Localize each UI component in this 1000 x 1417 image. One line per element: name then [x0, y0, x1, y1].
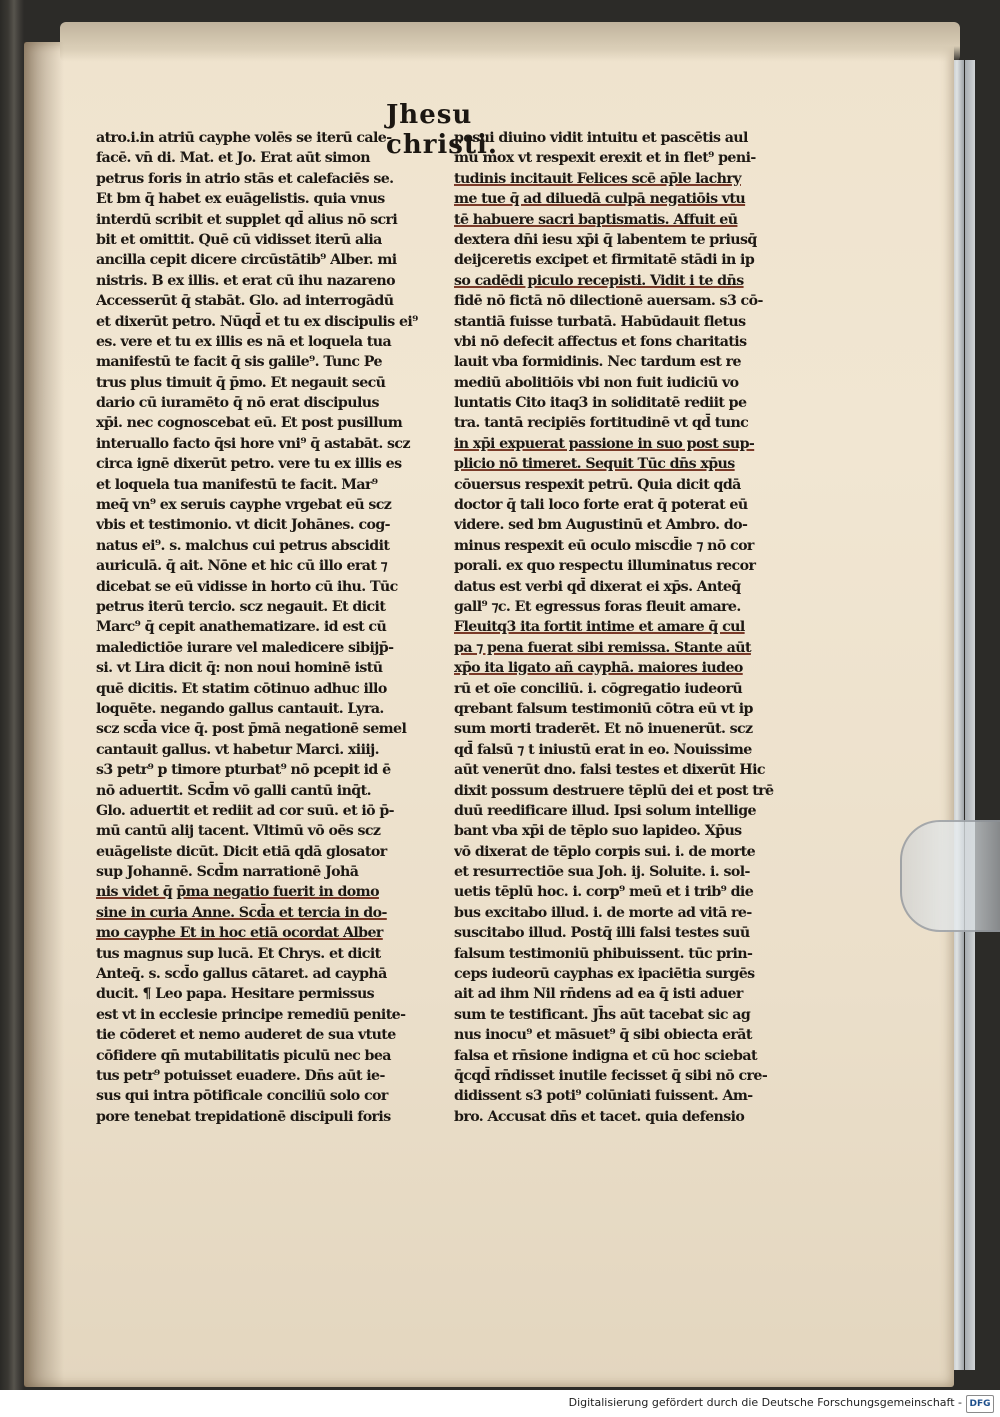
text-line: petrus foris in atrio stās et calefaciēs se. [96, 170, 394, 187]
text-line: gall⁹ ⁊c. Et egressus foras fleuit amare. [454, 598, 741, 615]
text-line: euāgeliste dicūt. Dicit etiā qdā glosator [96, 843, 387, 860]
text-line: cantauit gallus. vt habetur Marci. xiiij. [96, 741, 380, 758]
text-line: es. vere et tu ex illis es nā et loquela tua [96, 333, 392, 350]
text-line: tudinis incitauit Felices scē ap̄le lachry [454, 170, 741, 187]
text-line: ducit. ¶ Leo papa. Hesitare permissus [96, 986, 375, 1003]
text-line: trus plus timuit q̄ p̄mo. Et negauit secū [96, 374, 386, 391]
text-line: bit et omittit. Quē cū vidisset iterū alia [96, 231, 382, 248]
text-line: atro.i.in atriū cayphe volēs se iterū cale- [96, 130, 392, 146]
text-line: videre. sed bm Augustinū et Ambro. do- [454, 517, 748, 534]
text-line: tie cōderet et nemo auderet de sua vtute [96, 1027, 396, 1044]
text-line: manifestū te facit q̄ sis galile⁹. Tunc Pe [96, 354, 382, 371]
text-line: sus qui intra pōtificale conciliū solo cor [96, 1088, 388, 1105]
text-line: qd̄ falsū ⁊ t iniustū erat in eo. Nouissime [454, 741, 752, 758]
text-line: nō aduertit. Scd̄m vō galli cantū inq̄t. [96, 782, 371, 799]
text-line: si. vt Lira dicit q̄: non noui hominē istū [96, 660, 383, 677]
dfg-logo: DFG [966, 1395, 994, 1413]
text-line: mo cayphe Et in hoc etiā ocordat Alber [96, 925, 383, 942]
text-line: Et bm q̄ habet ex euāgelistis. quia vnus [96, 191, 385, 208]
text-line: tus petr⁹ potuisset euadere. Dn̄s aūt ie- [96, 1067, 385, 1084]
text-line: sum morti traderēt. Et nō inuenerūt. scz [454, 721, 753, 738]
text-line: me tue q̄ ad diluedā culpā negatiōis vtu [454, 191, 746, 208]
text-line: so cadēdi piculo recepisti. Vidit i te dn̄s [454, 272, 744, 289]
text-line: natus ei⁹. s. malchus cui petrus abscidit [96, 537, 390, 554]
text-line: s3 petr⁹ p timore pturbat⁹ nō pcepit id ē [96, 762, 391, 779]
text-line: posui diuino vidit intuitu et pascētis aul [454, 130, 748, 146]
text-line: Anteq̄. s. scd̄o gallus cātaret. ad cayphā [96, 966, 387, 983]
text-line: q̄cqd̄ rn̄disset inutile fecisset q̄ sibi nō cre- [454, 1067, 768, 1084]
text-line: qrebant falsum testimoniū cōtra eū vt ip [454, 700, 753, 717]
text-line: bus excitabo illud. i. de morte ad vitā re- [454, 904, 752, 921]
text-line: tus magnus sup lucā. Et Chrys. et dicit [96, 945, 381, 962]
text-line: luntatis Cito itaq3 in soliditatē rediit pe [454, 395, 747, 412]
text-line: tē habuere sacri baptismatis. Affuit eū [454, 211, 738, 228]
text-line: nis videt q̄ p̄ma negatio fuerit in domo [96, 884, 379, 901]
text-line: mū mox vt respexit erexit et in flet⁹ peni- [454, 150, 756, 167]
text-line: quē dicitis. Et statim cōtinuo adhuc illo [96, 680, 387, 697]
page-clip [900, 820, 1000, 932]
page-top-margin [60, 22, 960, 62]
text-line: xp̄o ita ligato añ cayphā. maiores iudeo [454, 660, 743, 677]
text-line: vbis et testimonio. vt dicit Johānes. cog- [96, 517, 390, 534]
text-line: ceps iudeorū cayphas ex ipaciētia surgēs [454, 966, 755, 983]
text-line: mediū abolitiōis vbi non fuit iudiciū vo [454, 374, 739, 391]
text-line: bro. Accusat dn̄s et tacet. quia defensio [454, 1108, 745, 1125]
text-line: rū et oīe conciliū. i. cōgregatio iudeorū [454, 680, 743, 697]
text-line: meq̄ vn⁹ ex seruis cayphe vrgebat eū scz [96, 497, 392, 514]
text-line: duū reedificare illud. Ipsi solum intellige [454, 802, 756, 819]
text-line: falsa et rn̄sione indigna et cū hoc sciebat [454, 1047, 757, 1064]
text-line: doctor q̄ tali loco forte erat q̄ poterat eū [454, 497, 748, 514]
text-line: cōuersus respexit petrū. Quia dicit qdā [454, 476, 741, 493]
text-line: scz scd̄a vice q̄. post p̄mā negationē semel [96, 721, 407, 738]
text-line: cōfidere qn̄ mutabilitatis piculū nec bea [96, 1047, 391, 1064]
text-line: Marc⁹ q̄ cepit anathematizare. id est cū [96, 619, 387, 636]
text-line: falsum testimoniū phibuissent. tūc prin- [454, 945, 753, 962]
text-line: minus respexit eū oculo miscd̄ie ⁊ nō cor [454, 537, 754, 554]
text-line: sup Johannē. Scd̄m narrationē Johā [96, 864, 359, 881]
text-line: uetis tēplū hoc. i. corp⁹ meū et i trib⁹ die [454, 884, 754, 901]
text-line: Fleuitq3 ita fortit intime et amare q̄ cul [454, 619, 745, 636]
text-line: loquēte. negando gallus cantauit. Lyra. [96, 700, 384, 717]
text-line: tra. tantā recipiēs fortitudinē vt qd̄ tunc [454, 415, 749, 432]
page-edge-back [965, 60, 975, 1370]
text-line: vō dixerat de tēplo corpis sui. i. de morte [454, 843, 756, 860]
text-line: in xp̄i expuerat passione in suo post sup- [454, 435, 755, 452]
text-line: bant vba xp̄i de tēplo suo lapideo. Xp̄us [454, 823, 742, 840]
text-line: circa ignē dixerūt petro. vere tu ex illis es [96, 456, 402, 473]
text-line: dixit possum destruere tēplū dei et post trē [454, 782, 774, 799]
text-line: interdū scribit et supplet qd̄ alius nō scri [96, 211, 398, 228]
text-line: plicio nō timeret. Sequit Tūc dn̄s xp̄us [454, 456, 735, 473]
text-line: mū cantū alij tacent. Vltimū vō oēs scz [96, 823, 381, 840]
text-line: est vt in ecclesie principe remediū penite- [96, 1006, 406, 1023]
text-line: fidē nō fictā nō dilectionē auersam. s3 cō- [454, 293, 763, 310]
text-line: didissent s3 poti⁹ colūniati fuissent. Am- [454, 1088, 753, 1105]
text-line: deijceretis excipet et firmitatē stādi in ip [454, 252, 755, 269]
text-line: petrus iterū tercio. scz negauit. Et dicit [96, 598, 386, 615]
text-line: lauit vba formidinis. Nec tardum est re [454, 354, 741, 371]
text-line: dextera dn̄i iesu xp̄i q̄ labentem te priusq̄ [454, 231, 757, 248]
text-line: pore tenebat trepidationē discipuli foris [96, 1108, 391, 1125]
text-line: nistris. B ex illis. et erat cū ihu nazareno [96, 272, 395, 289]
text-line: interuallo facto q̄si hore vni⁹ q̄ astabāt. scz [96, 435, 410, 452]
text-line: datus est verbi qd̄ dixerat ei xp̄s. Anteq̄ [454, 578, 741, 595]
text-line: pa ⁊ pena fuerat sibi remissa. Stante aūt [454, 639, 751, 656]
text-line: stantiā fuisse turbatā. Habūdauit fletus [454, 313, 746, 330]
text-line: maledictiōe iurare vel maledicere sibijp̄- [96, 639, 394, 656]
text-line: facē. vn̄ di. Mat. et Jo. Erat aūt simon [96, 150, 370, 167]
text-line: aūt venerūt dno. falsi testes et dixerūt Hic [454, 762, 765, 779]
running-header: Jhesu christi. [386, 100, 498, 160]
right-text-column [454, 128, 804, 1127]
text-line: porali. ex quo respectu illuminatus recor [454, 558, 756, 575]
text-line: dario cū iuramēto q̄ nō erat discipulus [96, 395, 379, 412]
text-line: et loquela tua manifestū te facit. Mar⁹ [96, 476, 378, 493]
text-line: sine in curia Anne. Scd̄a et tercia in do- [96, 904, 387, 921]
text-line: sum te testificant. Jh̄s aūt tacebat sic ag [454, 1006, 751, 1023]
text-line: nus inocu⁹ et māsuet⁹ q̄ sibi obiecta erāt [454, 1027, 752, 1044]
text-line: xp̄i. nec cognoscebat eū. Et post pusillum [96, 415, 403, 432]
text-line: dicebat se eū vidisse in horto cū ihu. Tūc [96, 578, 398, 595]
text-line: vbi nō defecit affectus et fons charitatis [454, 333, 747, 350]
text-line: auriculā. q̄ ait. Nōne et hic cū illo erat ⁊ [96, 558, 388, 575]
text-line: et resurrectiōe sua Joh. ij. Soluite. i. sol- [454, 864, 750, 881]
left-text-column [96, 128, 446, 1127]
text-line: et dixerūt petro. Nūqd̄ et tu ex discipulis ei⁹ [96, 313, 418, 330]
gutter-shadow [24, 42, 64, 1387]
text-line: Accesserūt q̄ stabāt. Glo. ad interrogādū [96, 293, 394, 310]
text-line: ancilla cepit dicere circūstātib⁹ Alber. mi [96, 252, 397, 269]
footer-bar [0, 1390, 1000, 1417]
funding-credit: Digitalisierung gefördert durch die Deutsche Forschungsgemeinschaft - [568, 1396, 962, 1409]
text-line: suscitabo illud. Postq̄ illi falsi testes suū [454, 925, 750, 942]
text-line: Glo. aduertit et rediit ad cor suū. et iō p̄- [96, 802, 394, 819]
text-line: ait ad ihm Nil rn̄dens ad ea q̄ isti aduer [454, 986, 743, 1003]
